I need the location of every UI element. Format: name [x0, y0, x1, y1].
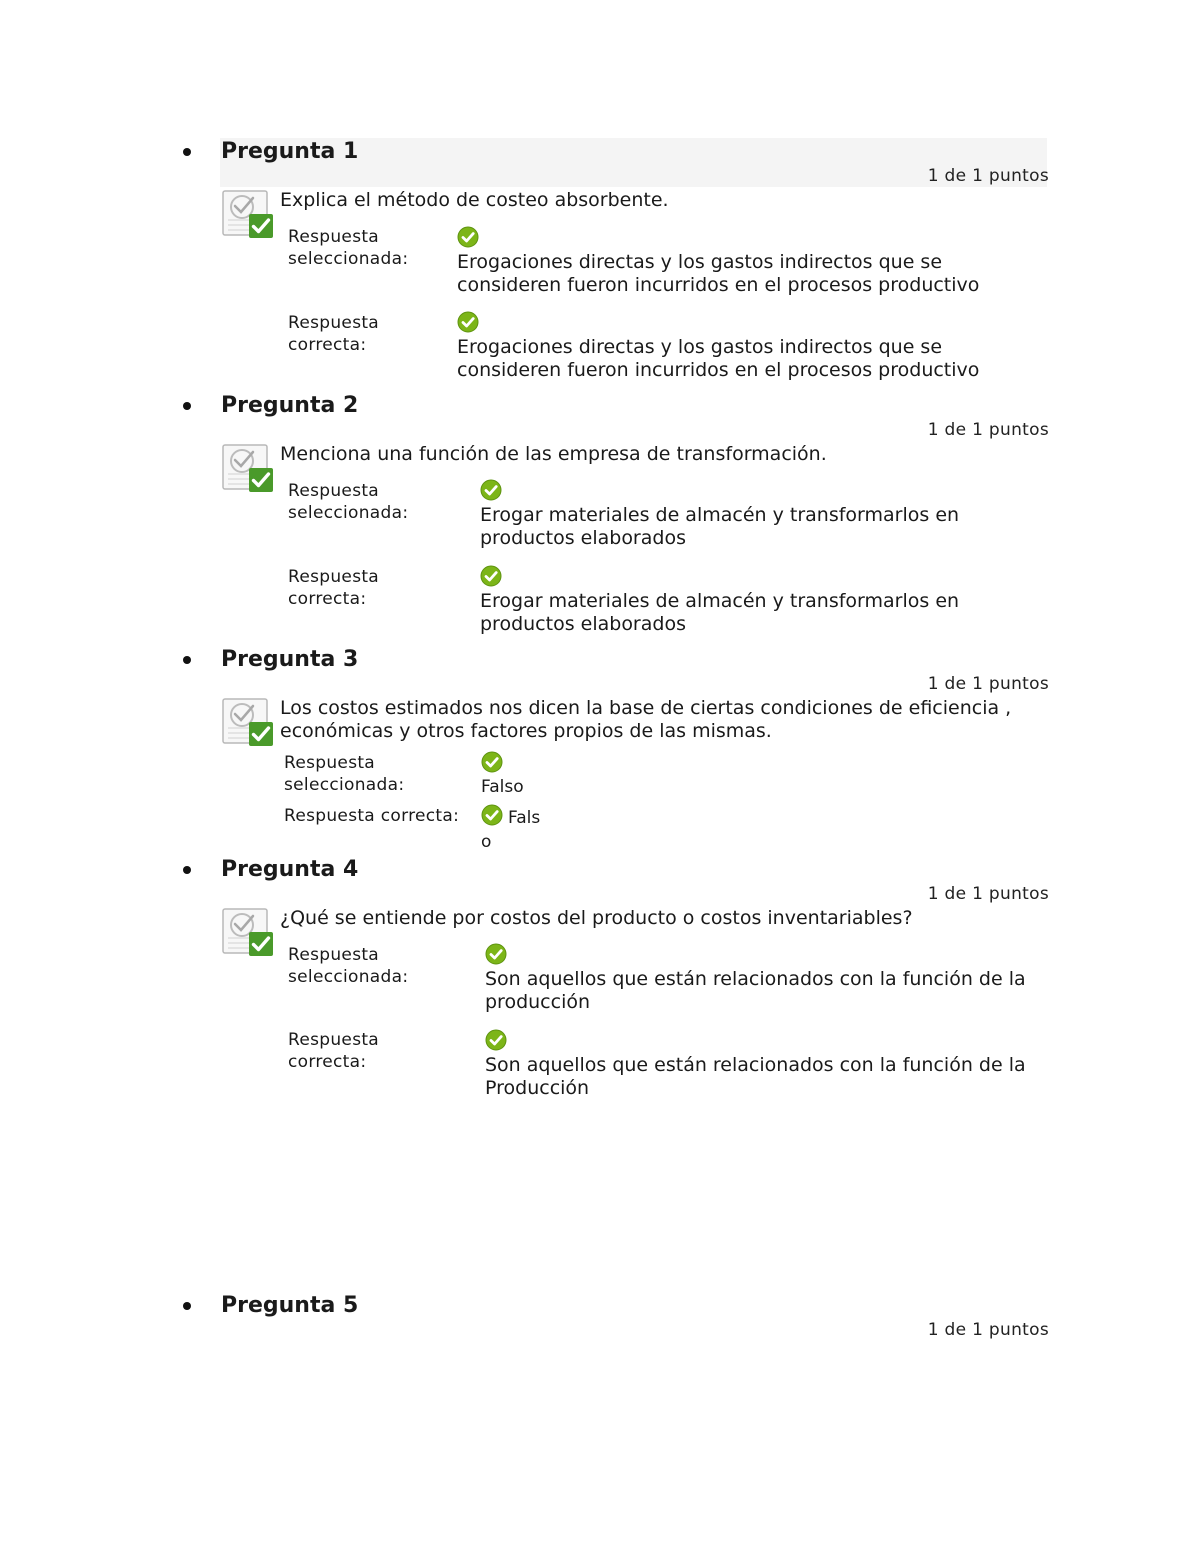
graded-correct-icon — [222, 906, 274, 958]
graded-correct-icon — [222, 696, 274, 748]
correct-answer-text: Fals o — [481, 808, 541, 852]
check-circle-icon — [457, 311, 479, 333]
graded-correct-icon — [222, 188, 274, 240]
selected-answer-label: Respuesta seleccionada: — [288, 227, 409, 269]
question-points: 1 de 1 puntos — [927, 166, 1049, 186]
selected-answer-text: Erogaciones directas y los gastos indirectos que se consideren fueron incurridos en el procesos productivo — [457, 251, 980, 296]
question-title: Pregunta 4 — [221, 857, 359, 882]
question-points: 1 de 1 puntos — [927, 674, 1049, 694]
question-text: Explica el método de costeo absorbente. — [280, 189, 669, 211]
correct-answer-label: Respuesta correcta: — [288, 567, 380, 609]
question-points: 1 de 1 puntos — [927, 1320, 1049, 1340]
question-title: Pregunta 5 — [221, 1293, 359, 1318]
bullet — [183, 148, 191, 156]
bullet — [183, 1302, 191, 1310]
question-points: 1 de 1 puntos — [927, 420, 1049, 440]
bullet — [183, 866, 191, 874]
check-circle-icon — [480, 479, 502, 501]
check-circle-icon — [480, 565, 502, 587]
question-text: Menciona una función de las empresa de transformación. — [280, 443, 827, 465]
correct-answer-text: Son aquellos que están relacionados con la función de la Producción — [485, 1054, 1026, 1099]
selected-answer-text: Erogar materiales de almacén y transformarlos en productos elaborados — [480, 504, 960, 549]
selected-answer-text: Falso — [481, 777, 524, 797]
check-circle-icon — [457, 226, 479, 248]
correct-answer-text: Erogaciones directas y los gastos indirectos que se consideren fueron incurridos en el procesos productivo — [457, 336, 980, 381]
bullet — [183, 402, 191, 410]
selected-answer-label: Respuesta seleccionada: — [284, 753, 405, 795]
bullet — [183, 656, 191, 664]
question-title: Pregunta 3 — [221, 647, 359, 672]
question-points: 1 de 1 puntos — [927, 884, 1049, 904]
correct-answer-text: Erogar materiales de almacén y transformarlos en productos elaborados — [480, 590, 960, 635]
selected-answer-label: Respuesta seleccionada: — [288, 481, 409, 523]
check-circle-icon — [481, 751, 503, 773]
correct-answer-label: Respuesta correcta: — [288, 1030, 380, 1072]
check-circle-icon — [485, 943, 507, 965]
selected-answer-label: Respuesta seleccionada: — [288, 945, 409, 987]
question-text: Los costos estimados nos dicen la base de ciertas condiciones de eficiencia , económicas y otros factores propios de las mismas. — [280, 697, 1012, 742]
correct-answer-label: Respuesta correcta: — [284, 806, 460, 826]
question-text: ¿Qué se entiende por costos del producto o costos inventariables? — [280, 907, 913, 929]
graded-correct-icon — [222, 442, 274, 494]
check-circle-icon — [485, 1029, 507, 1051]
question-title: Pregunta 1 — [221, 139, 359, 164]
correct-answer-label: Respuesta correcta: — [288, 313, 380, 355]
selected-answer-text: Son aquellos que están relacionados con la función de la producción — [485, 968, 1026, 1013]
question-title: Pregunta 2 — [221, 393, 359, 418]
